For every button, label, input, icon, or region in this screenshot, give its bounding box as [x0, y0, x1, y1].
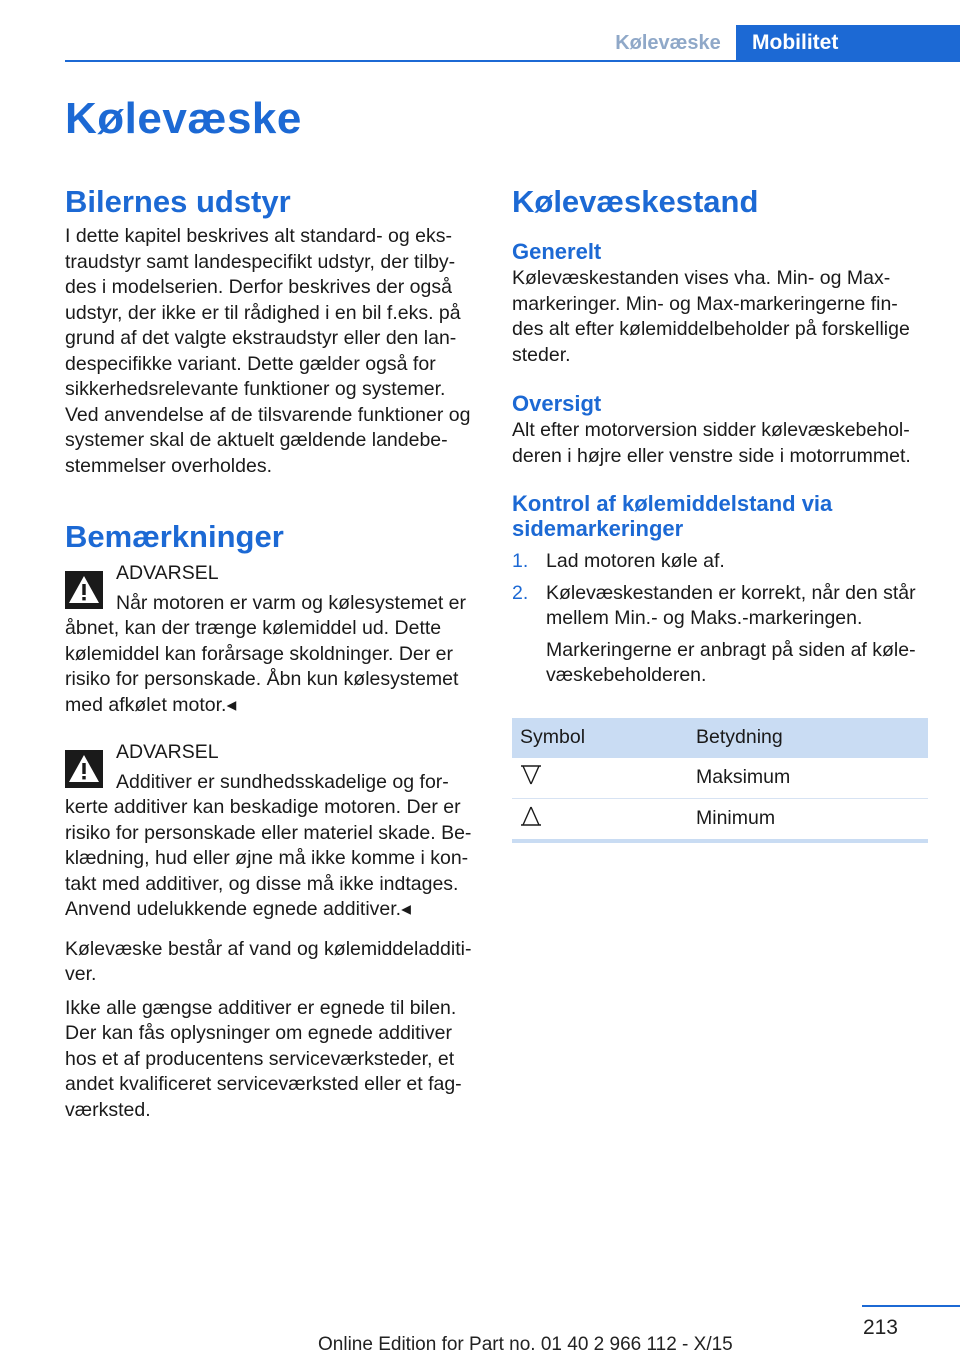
subheading-generelt: Generelt	[512, 239, 602, 264]
warning-label: ADVARSEL	[116, 562, 219, 584]
column-header-symbol: Symbol	[512, 718, 688, 758]
table-row	[512, 798, 928, 841]
steps-list	[512, 549, 928, 632]
subheading-kontrol: Kontrol af kølemiddelstand via sidemarkeringer	[512, 491, 833, 541]
meaning-cell: Maksimum	[688, 758, 928, 799]
edition-text: Online Edition for Part no. 01 40 2 966 112 - X/15	[318, 1334, 733, 1355]
list-item	[512, 549, 928, 575]
footer-rule	[862, 1305, 960, 1307]
paragraph-coolant-composition: Kølevæske består af vand og kølemiddeladditi-ver.	[65, 937, 472, 985]
warning-label: ADVARSEL	[116, 741, 219, 763]
heading-kolevaeskestand: Kølevæskestand	[512, 184, 759, 219]
right-column	[512, 180, 928, 843]
warning-block-1	[65, 561, 478, 718]
heading-bilernes-udstyr: Bilernes udstyr	[65, 184, 291, 219]
table-header-row	[512, 718, 928, 758]
max-mark-icon	[520, 764, 542, 786]
step-number: 2.	[512, 581, 529, 604]
step-text: Lad motoren køle af.	[546, 550, 725, 572]
warning-icon	[65, 750, 103, 788]
column-header-betydning: Betydning	[688, 718, 928, 758]
left-column	[65, 180, 478, 1123]
heading-bemaerkninger: Bemærkninger	[65, 519, 284, 554]
warning-text: Når motoren er varm og kølesystemet er åbnet, kan der trænge kølemiddel ud. Dette kølemiddel kan forårsage skoldninger. Der er risiko for personskade. Åbn kun kølesystemet med afkølet motor.◂	[65, 591, 467, 716]
chapter-tab[interactable]: Mobilitet	[736, 25, 960, 62]
step-note: Markeringerne er anbragt på siden af køle-væskebeholderen.	[546, 638, 916, 686]
page-title: Kølevæske	[65, 94, 302, 143]
paragraph-oversigt: Alt efter motorversion sidder kølevæskebehol-deren i højre eller venstre side i motorrummet.	[512, 419, 911, 467]
paragraph-additives: Ikke alle gængse additiver er egnede til bilen. Der kan fås oplysninger om egnede additiver hos et af producentens serviceværksteder, et andet kvalificeret serviceværksted eller et fag-værksted.	[65, 996, 462, 1121]
min-mark-icon	[520, 805, 542, 827]
subheading-oversigt: Oversigt	[512, 391, 602, 416]
page-number: 213	[862, 1316, 898, 1339]
meaning-cell: Minimum	[688, 798, 928, 841]
list-item	[512, 581, 928, 632]
step-text: Kølevæskestanden er korrekt, når den står mellem Min.- og Maks.-markeringen.	[546, 581, 916, 629]
symbol-table	[512, 718, 928, 843]
table-row	[512, 758, 928, 799]
warning-icon	[65, 571, 103, 609]
intro-paragraph: I dette kapitel beskrives alt standard- og eks-traudstyr samt landespecifikt udstyr, der tilby-des i modelserien. Derfor beskrives der også udstyr, der ikke er til rådighed i en bil f.eks. på grund af det valgte ekstraudstyr eller den lan-despecifikke variant. Dette gælder også for sikkerhedsrelevante funktioner og systemer. Ved anvendelse af de tilsvarende funktioner og systemer skal de aktuelt gældende landebe-stemmelser overholdes.	[65, 225, 471, 477]
paragraph-generelt: Kølevæskestanden vises vha. Min- og Max-markeringer. Min- og Max-markeringerne fin-des alt efter kølemiddelbeholder på forskellige steder.	[512, 267, 910, 366]
warning-block-2	[65, 740, 478, 923]
section-tab[interactable]: Kølevæske	[615, 32, 721, 54]
warning-text: Additiver er sundhedsskadelige og for-kerte additiver kan beskadige motoren. Der er risiko for personskade eller materiel skade. Be-klædning, hud eller øjne må ikke komme i kon-takt med additiver, og disse må ikke indtages. Anvend udelukkende egnede additiver.◂	[65, 770, 472, 920]
step-number: 1.	[512, 550, 529, 572]
